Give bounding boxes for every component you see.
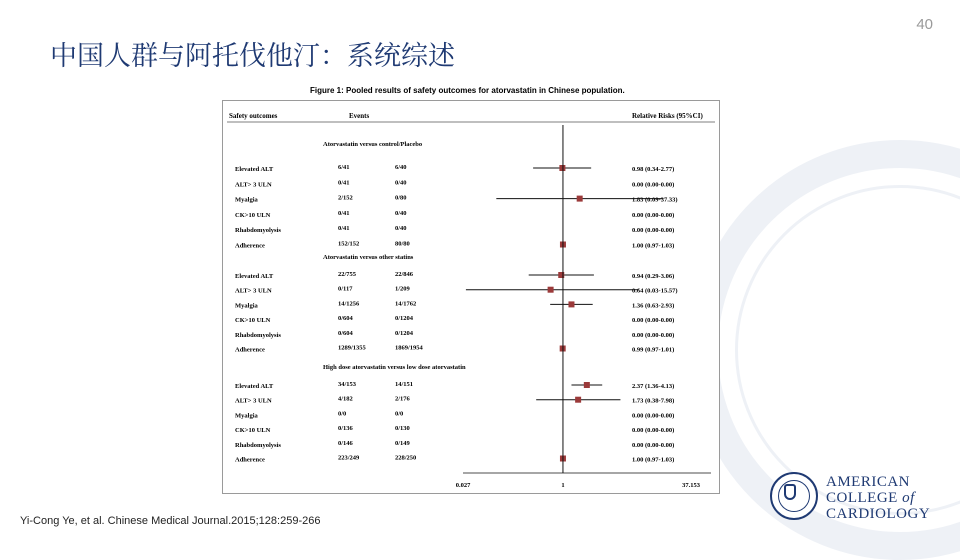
logo-line-cardiology: CARDIOLOGY: [826, 506, 931, 522]
header-safety-outcomes: Safety outcomes: [229, 112, 278, 120]
events-control: 0/40: [395, 179, 407, 187]
events-treatment: 0/41: [338, 209, 350, 217]
rr-value-label: 0.99 (0.97-1.01): [632, 346, 675, 354]
rr-value-label: 0.64 (0.03-15.57): [632, 287, 678, 295]
outcome-label: Elevated ALT: [235, 273, 274, 280]
events-control: 0/130: [395, 425, 410, 433]
events-control: 0/0: [395, 410, 404, 418]
outcome-label: CK>10 ULN: [235, 211, 271, 219]
section-heading: High dose atorvastatin versus low dose atorvastatin: [323, 364, 466, 371]
rr-value-label: 1.83 (0.09-37.33): [632, 196, 678, 204]
outcome-label: Myalgia: [235, 302, 258, 310]
events-control: 1869/1954: [395, 344, 423, 352]
rr-value-label: 0.00 (0.00-0.00): [632, 211, 675, 219]
acc-wordmark: [826, 474, 930, 522]
events-control: 22/846: [395, 271, 414, 278]
x-tick-label: 0.027: [455, 482, 471, 489]
rr-value-label: 0.00 (0.00-0.00): [632, 227, 675, 235]
events-treatment: 152/152: [338, 240, 360, 248]
events-control: 0/80: [395, 194, 407, 202]
outcome-label: Adherence: [235, 242, 265, 250]
outcome-label: ALT> 3 ULN: [235, 397, 272, 405]
header-relative-risks: Relative Risks (95%CI): [632, 112, 703, 120]
outcome-label: ALT> 3 ULN: [235, 287, 272, 295]
events-treatment: 223/249: [338, 454, 360, 462]
events-treatment: 0/136: [338, 425, 353, 433]
outcome-label: CK>10 ULN: [235, 427, 271, 435]
rr-value-label: 2.37 (1.36-4.13): [632, 383, 675, 390]
events-treatment: 0/146: [338, 439, 353, 447]
rr-marker: [575, 397, 581, 403]
rr-value-label: 0.00 (0.00-0.00): [632, 441, 675, 449]
x-tick-label: 1: [561, 482, 565, 489]
outcome-label: Adherence: [235, 346, 265, 354]
rr-marker: [577, 196, 583, 202]
events-control: 2/176: [395, 395, 410, 403]
events-control: 0/40: [395, 225, 407, 233]
events-treatment: 0/41: [338, 225, 350, 233]
rr-marker: [568, 301, 574, 307]
forest-plot-figure: [222, 100, 720, 494]
section-heading: Atorvastatin versus other statins: [323, 254, 414, 261]
rr-value-label: 1.00 (0.97-1.03): [632, 456, 675, 464]
outcome-label: Rhabdomyolysis: [235, 331, 281, 339]
rr-value-label: 0.94 (0.29-3.06): [632, 273, 675, 280]
outcome-label: Adherence: [235, 456, 265, 464]
outcome-label: Myalgia: [235, 412, 258, 420]
acc-seal-logo: [770, 472, 818, 520]
outcome-label: ALT> 3 ULN: [235, 181, 272, 189]
logo-college-word: COLLEGE: [826, 490, 898, 506]
events-treatment: 0/117: [338, 285, 353, 293]
slide-title: 中国人群与阿托伐他汀：系统综述: [50, 41, 455, 72]
events-control: 6/40: [395, 164, 407, 171]
x-tick-label: 37.153: [682, 482, 700, 489]
events-treatment: 0/41: [338, 179, 350, 187]
logo-line-american: AMERICAN: [826, 474, 911, 490]
outcome-label: Elevated ALT: [235, 166, 274, 173]
rr-marker: [548, 287, 554, 293]
events-control: 1/209: [395, 285, 410, 293]
events-control: 0/40: [395, 209, 407, 217]
events-control: 0/1204: [395, 329, 414, 337]
events-control: 80/80: [395, 240, 410, 248]
heart-icon: [784, 484, 796, 500]
logo-of-word: of: [902, 490, 915, 506]
rr-value-label: 1.00 (0.97-1.03): [632, 242, 675, 250]
events-treatment: 4/182: [338, 395, 353, 403]
outcome-label: Rhabdomyolysis: [235, 441, 281, 449]
events-control: 14/151: [395, 381, 414, 388]
events-treatment: 0/0: [338, 410, 347, 418]
events-control: 228/250: [395, 454, 417, 462]
events-treatment: 0/604: [338, 329, 353, 337]
events-control: 0/1204: [395, 315, 414, 323]
rr-value-label: 0.00 (0.00-0.00): [632, 331, 675, 339]
outcome-label: CK>10 ULN: [235, 317, 271, 325]
events-treatment: 22/755: [338, 271, 357, 278]
rr-value-label: 0.00 (0.00-0.00): [632, 427, 675, 435]
header-events: Events: [349, 112, 370, 120]
page-number: 40: [916, 16, 933, 33]
events-treatment: 0/604: [338, 315, 353, 323]
events-control: 14/1762: [395, 300, 417, 308]
outcome-label: Myalgia: [235, 196, 258, 204]
events-treatment: 1289/1355: [338, 344, 366, 352]
citation: Yi-Cong Ye, et al. Chinese Medical Journal.2015;128:259-266: [20, 515, 321, 527]
logo-line-college: [826, 490, 930, 506]
rr-value-label: 0.00 (0.00-0.00): [632, 181, 675, 189]
events-treatment: 6/41: [338, 164, 350, 171]
events-treatment: 2/152: [338, 194, 353, 202]
outcome-label: Rhabdomyolysis: [235, 227, 281, 235]
events-treatment: 14/1256: [338, 300, 360, 308]
outcome-label: Elevated ALT: [235, 383, 274, 390]
forest-plot-svg: [223, 101, 719, 493]
rr-value-label: 0.00 (0.00-0.00): [632, 412, 675, 420]
rr-value-label: 0.98 (0.34-2.77): [632, 166, 675, 173]
section-heading: Atorvastatin versus control/Placebo: [323, 141, 423, 148]
events-control: 0/149: [395, 439, 410, 447]
rr-value-label: 1.73 (0.38-7.98): [632, 397, 675, 405]
events-treatment: 34/153: [338, 381, 357, 388]
figure-caption: Figure 1: Pooled results of safety outcomes for atorvastatin in Chinese population.: [310, 86, 625, 95]
rr-value-label: 1.36 (0.63-2.93): [632, 302, 675, 310]
rr-marker: [559, 165, 565, 171]
rr-marker: [584, 382, 590, 388]
rr-value-label: 0.00 (0.00-0.00): [632, 317, 675, 325]
